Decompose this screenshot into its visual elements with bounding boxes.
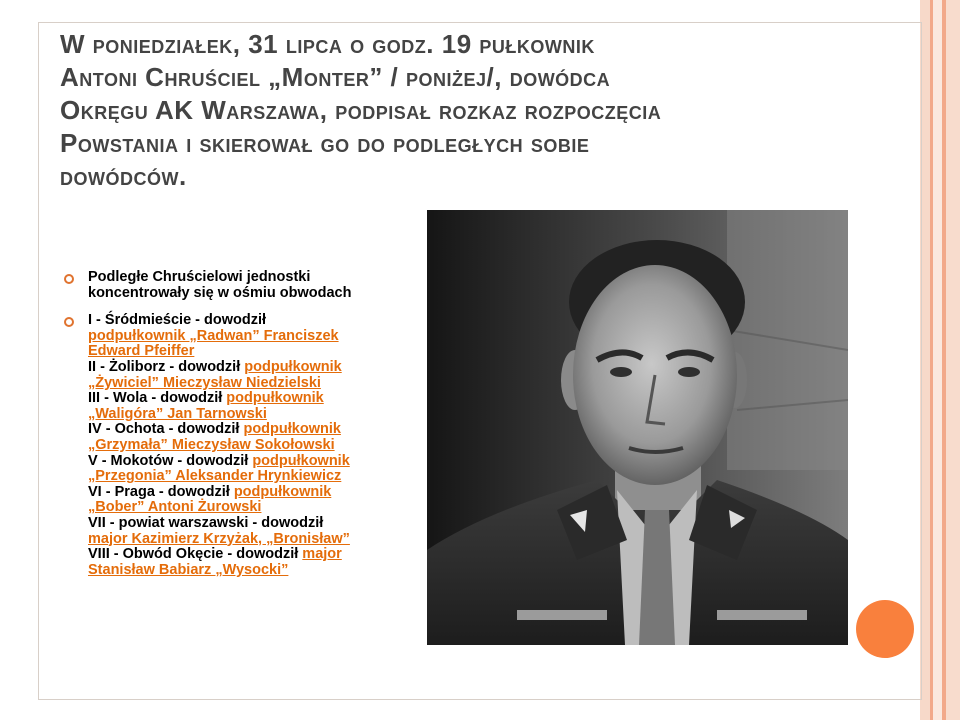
district-text: IV - Ochota - dowodził xyxy=(88,421,244,438)
commander-link[interactable]: Stanisław Babiarz „Wysocki” xyxy=(88,561,289,578)
district-text: II - Żoliborz - dowodził xyxy=(88,358,245,375)
list-item xyxy=(64,270,424,301)
list-item xyxy=(64,313,424,578)
district-text: VI - Praga - dowodził xyxy=(88,483,234,500)
commander-link[interactable]: „Bober” Antoni Żurowski xyxy=(88,499,262,516)
rank-link[interactable]: podpułkownik xyxy=(244,358,342,375)
title-line: Okręgu AK Warszawa, podpisał rozkaz rozpoczęcia xyxy=(60,95,662,125)
decorative-stripes xyxy=(920,0,960,720)
district-text: III - Wola - dowodził xyxy=(88,390,227,407)
decorative-circle xyxy=(856,600,914,658)
rank-link[interactable]: podpułkownik xyxy=(243,421,341,438)
district-text: V - Mokotów - dowodził xyxy=(88,452,253,469)
district-text: VIII - Obwód Okęcie - dowodził xyxy=(88,546,303,563)
commander-link[interactable]: „Grzymała” Mieczysław Sokołowski xyxy=(88,436,335,453)
rank-link[interactable]: podpułkownik xyxy=(226,390,324,407)
rank-link[interactable]: major xyxy=(302,546,342,563)
title-line: Antoni Chruściel „Monter” / poniżej/, dowódca xyxy=(60,62,611,92)
slide-title xyxy=(60,28,820,193)
portrait-image xyxy=(427,210,848,645)
bullet-list xyxy=(64,270,424,590)
bullet-text: koncentrowały się w ośmiu obwodach xyxy=(88,284,352,301)
commander-link[interactable]: Edward Pfeiffer xyxy=(88,343,195,360)
title-line: W poniedziałek, 31 lipca o godz. 19 pułkownik xyxy=(60,29,595,59)
rank-link[interactable]: podpułkownik xyxy=(233,483,332,500)
bullet-icon xyxy=(64,317,74,327)
rank-link[interactable]: podpułkownik xyxy=(252,452,350,469)
bullet-text: Podległe Chruścielowi jednostki xyxy=(88,269,311,285)
commander-link[interactable]: „Waligóra” Jan Tarnowski xyxy=(88,405,267,422)
commander-link[interactable]: major Kazimierz Krzyżak, „Bronisław” xyxy=(88,530,350,547)
district-text: I - Śródmieście - dowodził xyxy=(88,312,267,329)
portrait-photo xyxy=(427,210,848,645)
district-text: VII - powiat warszawski - dowodził xyxy=(88,514,324,531)
commander-link[interactable]: „Przegonia” Aleksander Hrynkiewicz xyxy=(88,468,342,485)
bullet-icon xyxy=(64,274,74,284)
title-line: Powstania i skierował go do podległych sobie xyxy=(60,128,590,158)
title-line: dowódców. xyxy=(60,161,187,191)
commander-link[interactable]: podpułkownik „Radwan” Franciszek xyxy=(88,327,339,344)
commander-link[interactable]: „Żywiciel” Mieczysław Niedzielski xyxy=(88,374,321,391)
